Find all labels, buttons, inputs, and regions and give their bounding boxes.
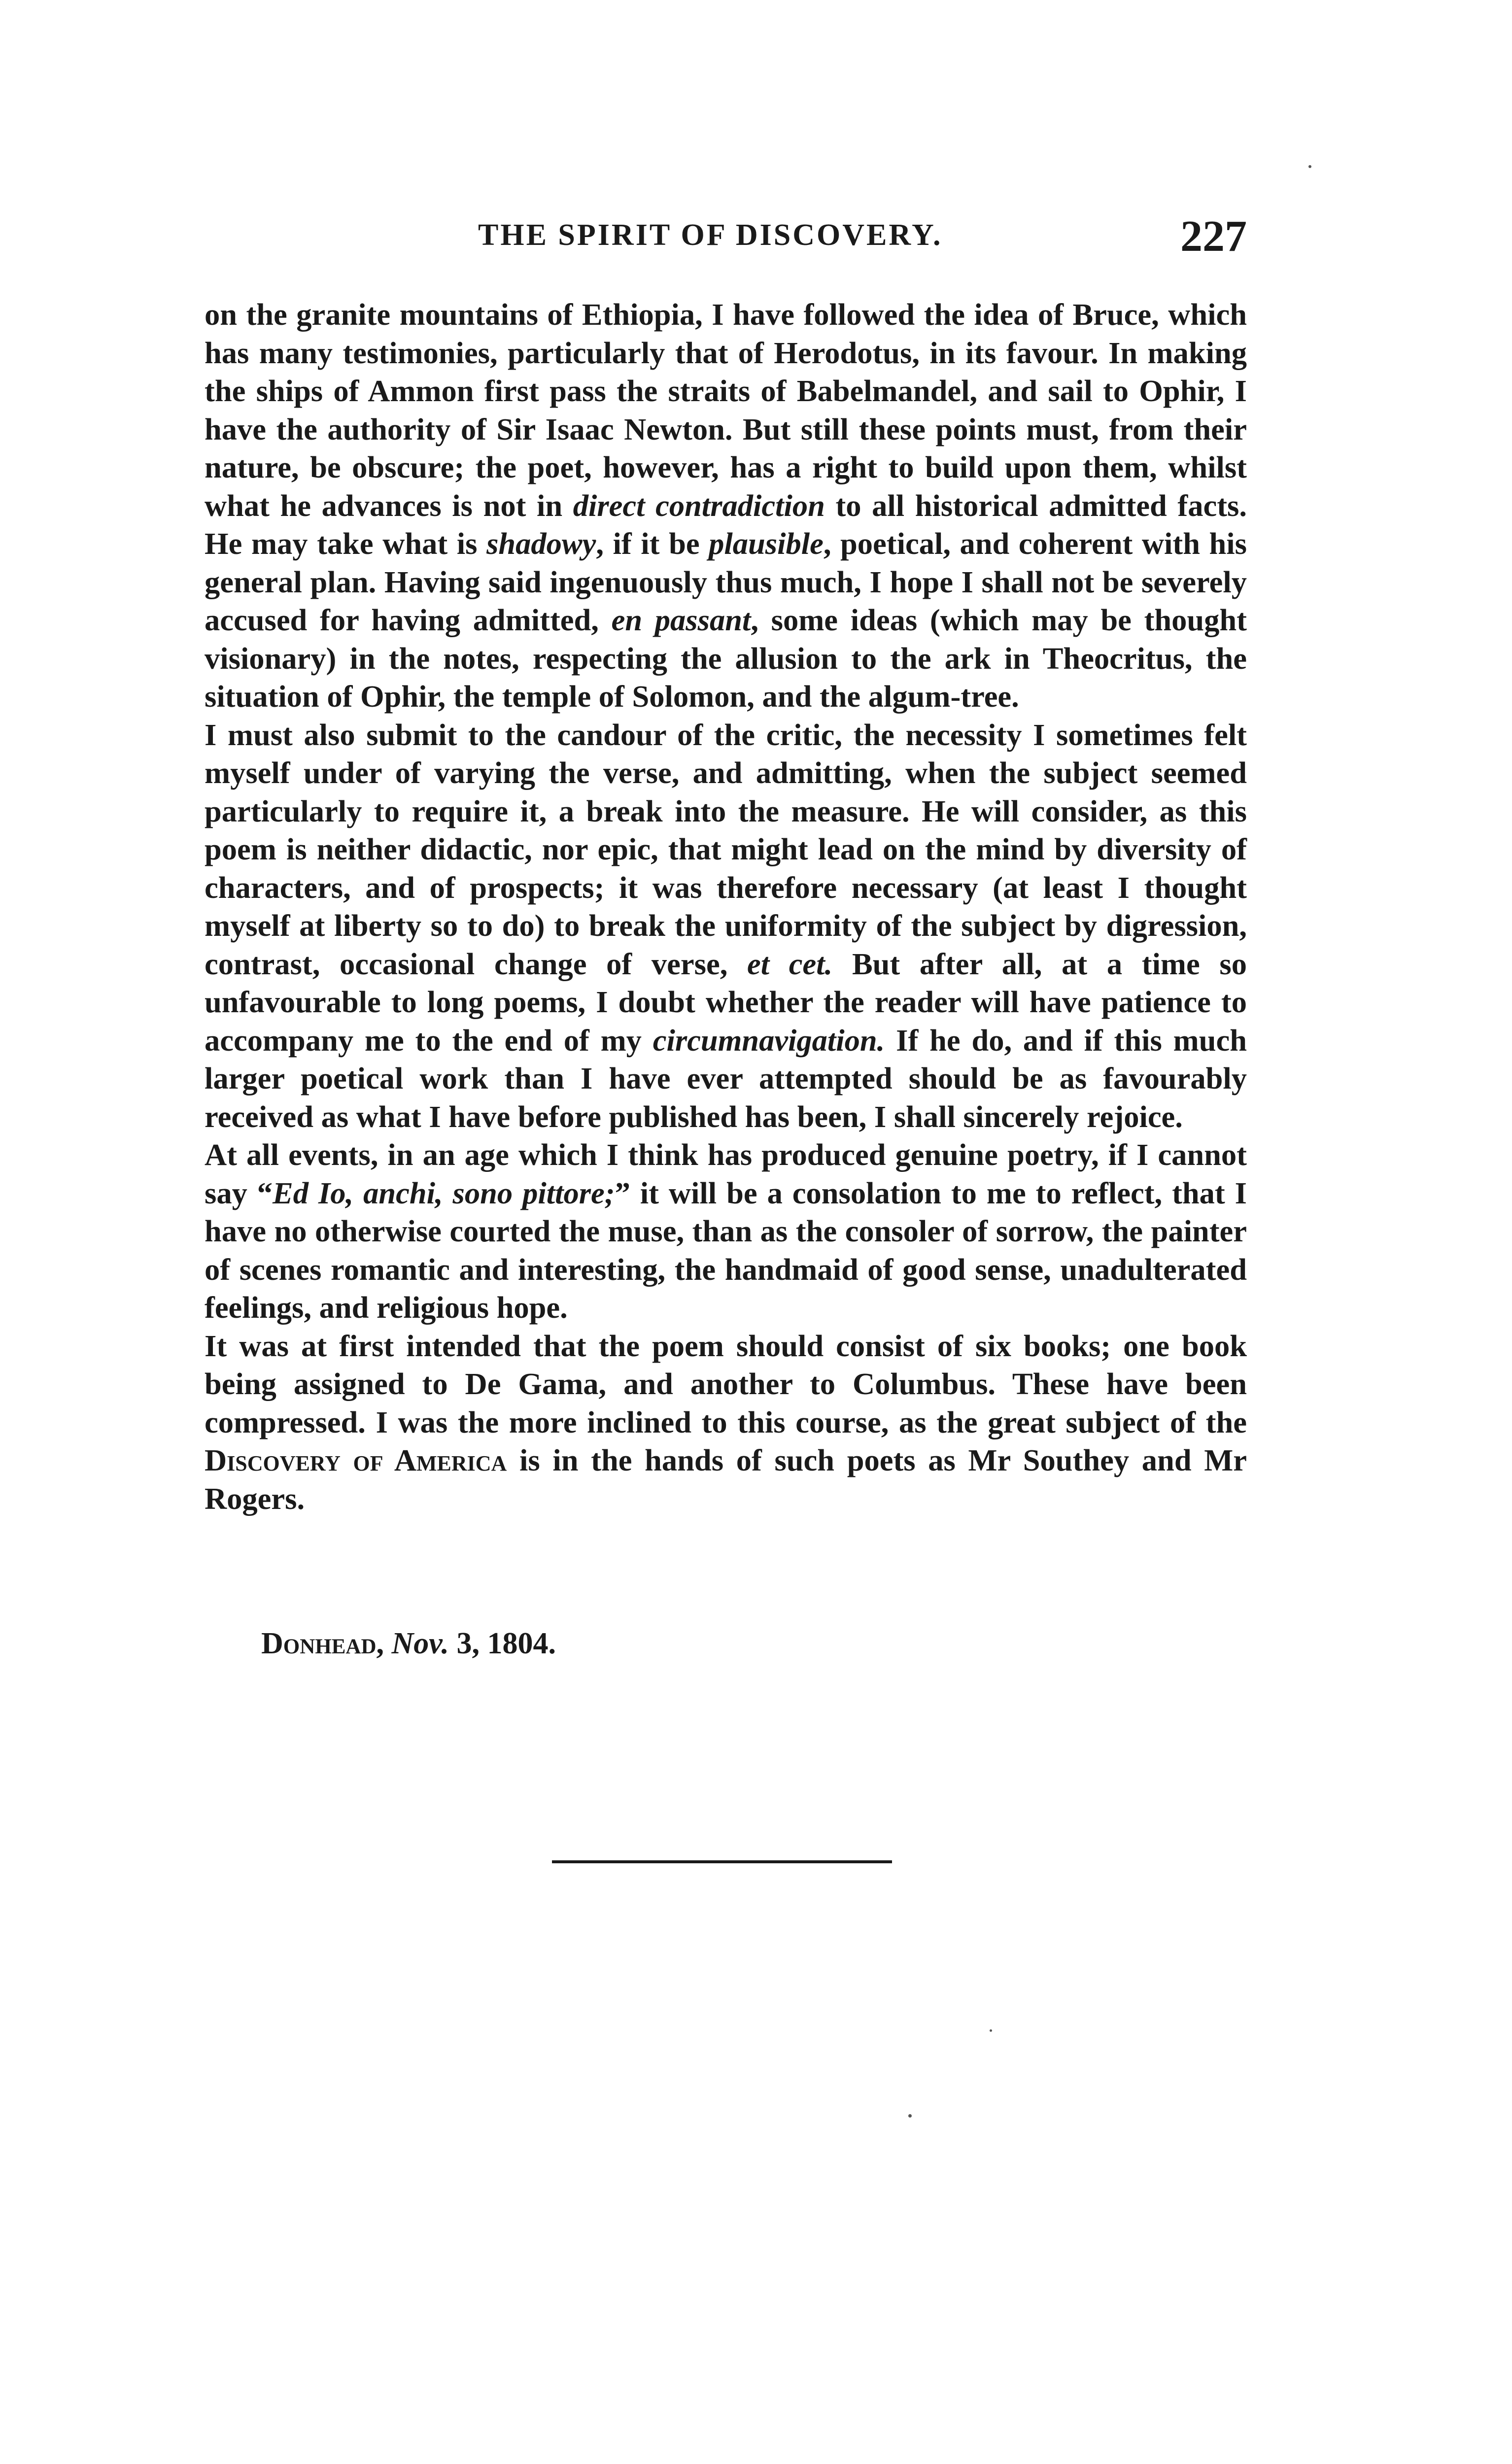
text-run: , poetical, and coherent with his general plan. Having said ingenuously thus much, I hope I shall not be severely accused for having admitted,: [205, 526, 1247, 637]
text-run: It was at first intended that the poem should consist of six books; one book being assigned to De Gama, and another to Columbus. These have been compressed. I was the more inclined to this course, as the great subject of the: [205, 1328, 1247, 1439]
running-head: [202, 211, 1247, 261]
signature-date: 3, 1804.: [456, 1627, 556, 1660]
text-run: At all events, in an age which I think has produced genuine poetry, if I cannot say “: [205, 1137, 1247, 1210]
paragraph: [205, 296, 1247, 716]
signature-place: Donhead,: [261, 1627, 384, 1660]
paragraph: [205, 716, 1247, 1136]
italic-run: plausible: [709, 526, 824, 561]
text-run: , some ideas (which may be thought visionary) in the notes, respecting the allusion to the ark in Theocritus, the situation of Ophir, the temple of Solomon, and the algum-tree.: [205, 603, 1247, 714]
italic-run: circumnavigation.: [653, 1023, 885, 1058]
paragraph: [205, 1136, 1247, 1327]
italic-run: et cet.: [747, 946, 833, 981]
signature-line: [261, 1626, 556, 1661]
small-caps-run: Discovery of America: [205, 1443, 507, 1477]
text-run: ” it will be a consolation to me to reflect, that I have no otherwise courted the muse, than as the consoler of sorrow, the painter of scenes romantic and interesting, the handmaid of good sense, unadulterated feelings, and religious hope.: [205, 1175, 1247, 1325]
page-number: 227: [1180, 212, 1247, 261]
text-run: is in the hands of such poets as Mr Southey and Mr Rogers.: [205, 1443, 1247, 1516]
running-title: THE SPIRIT OF DISCOVERY.: [478, 218, 943, 252]
scan-speck: [1308, 165, 1311, 168]
text-run: If he do, and if this much larger poetical work than I have ever attempted should be as favourably received as what I have before published has been, I shall sincerely rejoice.: [205, 1023, 1247, 1134]
italic-run: Ed Io, anchi, sono pittore;: [273, 1175, 615, 1210]
text-run: , if it be: [596, 526, 709, 561]
text-run: I must also submit to the candour of the critic, the necessity I sometimes felt myself under of varying the verse, and admitting, when the subject seemed particularly to require it, a break into the measure. He will consider, as this poem is neither didactic, nor epic, that might lead on the mind by diversity of characters, and of prospects; it was therefore necessary (at least I thought myself at liberty so to do) to break the uniformity of the subject by digression, contrast, occasional change of verse,: [205, 717, 1247, 981]
scan-speck: [990, 2029, 992, 2032]
text-run: to all historical admitted facts. He may take what is: [205, 488, 1247, 561]
italic-run: en passant: [611, 603, 751, 637]
text-run: But after all, at a time so unfavourable to long poems, I doubt whether the reader will have patience to accompany me to the end of my: [205, 946, 1247, 1058]
italic-run: shadowy: [486, 526, 596, 561]
signature-month: Nov.: [391, 1627, 449, 1660]
italic-run: direct contradiction: [573, 488, 825, 523]
body-text: [205, 296, 1247, 1518]
end-rule: [552, 1860, 892, 1863]
text-run: on the granite mountains of Ethiopia, I have followed the idea of Bruce, which has many testimonies, particularly that of Herodotus, in its favour. In making the ships of Ammon first pass the straits of Babelmandel, and sail to Ophir, I have the authority of Sir Isaac Newton. But still these points must, from their nature, be obscure; the poet, however, has a right to build upon them, whilst what he advances is not in: [205, 297, 1247, 523]
scan-speck: [908, 2114, 912, 2118]
paragraph: [205, 1327, 1247, 1518]
